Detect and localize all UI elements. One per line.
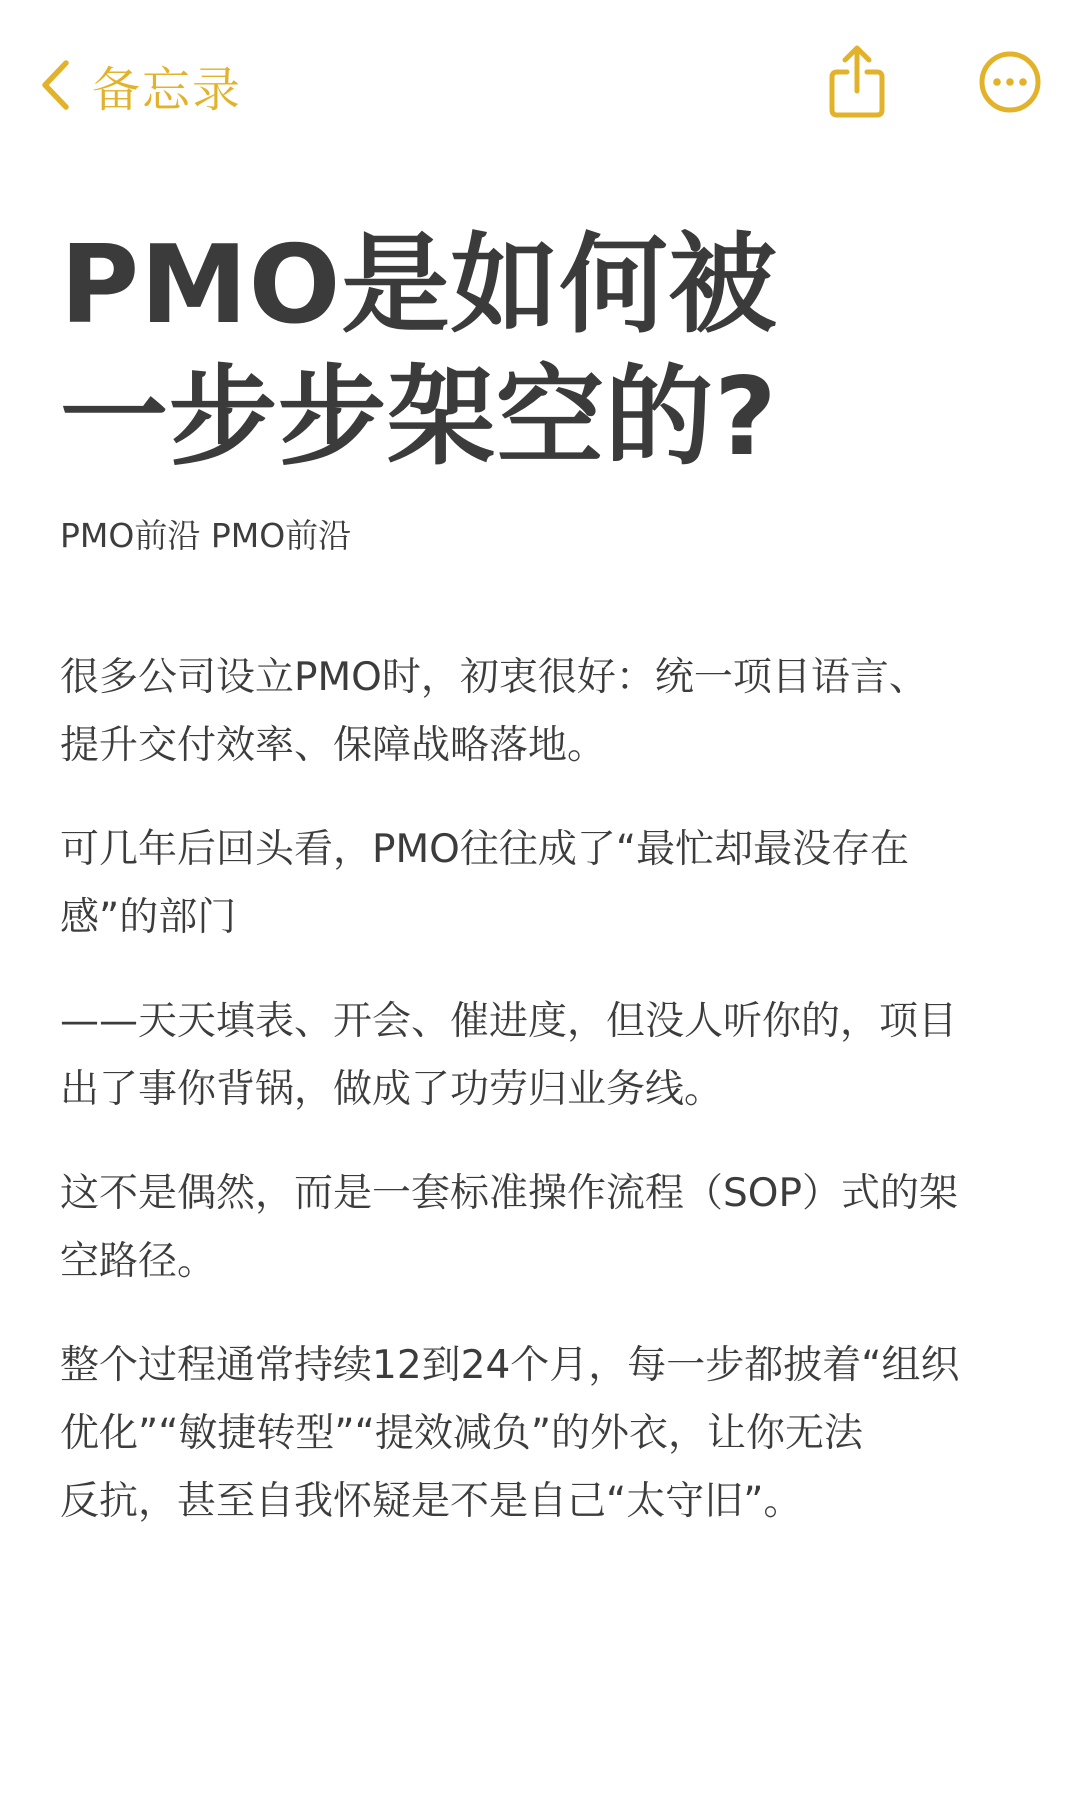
back-button[interactable] (40, 52, 242, 118)
share-icon (826, 44, 888, 120)
paragraph (60, 816, 1030, 952)
paragraph-line: 提升交付效率、保障战略落地。 (60, 723, 607, 768)
paragraph-line: 出了事你背锅，做成了功劳归业务线。 (60, 1067, 724, 1112)
chevron-left-icon (40, 59, 70, 111)
paragraph (60, 988, 1030, 1124)
title-line: 一步步架空的? (60, 355, 778, 480)
more-icon (978, 50, 1042, 114)
paragraph (60, 1332, 1030, 1536)
more-button[interactable] (978, 44, 1042, 114)
note-body (60, 644, 1030, 1572)
paragraph-line: 反抗，甚至自我怀疑是不是自己“太守旧”。 (60, 1479, 803, 1524)
navigation-bar (0, 0, 1080, 170)
back-label: 备忘录 (92, 61, 243, 118)
paragraph-line: 感”的部门 (60, 895, 237, 940)
note-title (60, 220, 1020, 484)
paragraph-line: 整个过程通常持续12到24个月，每一步都披着“组织 (60, 1343, 960, 1388)
paragraph-line: ——天天填表、开会、催进度，但没人听你的，项目 (60, 999, 958, 1044)
paragraph-line: 很多公司设立PMO时，初衷很好：统一项目语言、 (60, 655, 928, 700)
share-button[interactable] (826, 44, 888, 120)
paragraph (60, 1160, 1030, 1296)
paragraph-line: 空路径。 (60, 1239, 217, 1284)
author-byline: PMO前沿 PMO前沿 (60, 516, 352, 555)
paragraph-line: 可几年后回头看，PMO往往成了“最忙却最没存在 (60, 827, 910, 872)
title-line: PMO是如何被 (60, 223, 778, 348)
paragraph-line: 这不是偶然，而是一套标准操作流程（SOP）式的架 (60, 1171, 958, 1216)
paragraph (60, 644, 1030, 780)
paragraph-line: 优化”“敏捷转型”“提效减负”的外衣，让你无法 (60, 1411, 864, 1456)
